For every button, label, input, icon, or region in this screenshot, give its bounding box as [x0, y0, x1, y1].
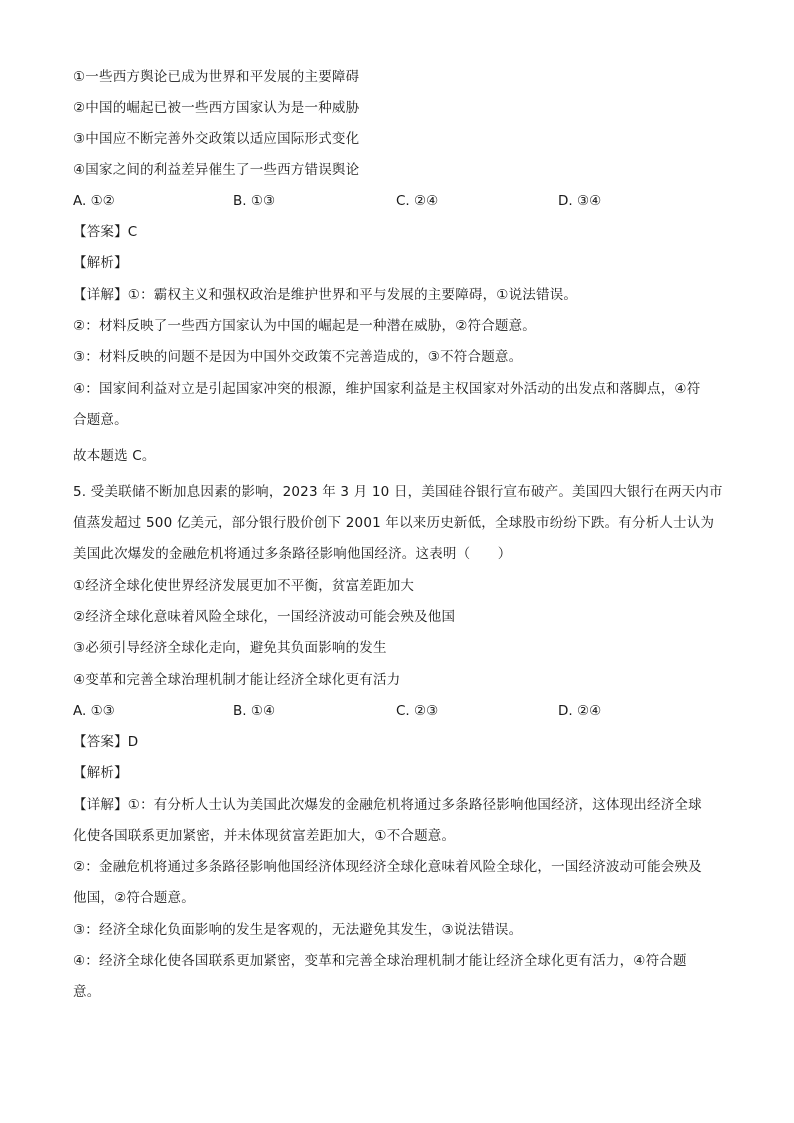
q4-detail-4a: ④：国家间利益对立是引起国家冲突的根源，维护国家利益是主权国家对外活动的出发点和落脚点，④符 [73, 381, 701, 397]
q4-statement-1: ①一些西方舆论已成为世界和平发展的主要障碍 [73, 69, 360, 85]
q4-detail-3: ③：材料反映的问题不是因为中国外交政策不完善造成的，③不符合题意。 [73, 349, 523, 365]
q5-stem-line-2: 值蒸发超过 500 亿美元，部分银行股价创下 2001 年以来历史新低，全球股市纷纷下跌。有分析人士认为 [73, 515, 715, 531]
q5-answer: 【答案】D [73, 734, 139, 750]
q5-detail-3: ③：经济全球化负面影响的发生是客观的，无法避免其发生，③说法错误。 [73, 922, 523, 938]
q5-analysis-heading: 【解析】 [73, 765, 128, 781]
q4-option-a: A. ①② [73, 193, 115, 209]
q4-answer: 【答案】C [73, 224, 138, 240]
q5-option-a: A. ①③ [73, 703, 115, 719]
q4-option-c: C. ②④ [396, 193, 439, 209]
q4-statement-2: ②中国的崛起已被一些西方国家认为是一种威胁 [73, 100, 360, 116]
q5-stem-line-3: 美国此次爆发的金融危机将通过多条路径影响他国经济。这表明（ ） [73, 546, 512, 562]
q5-detail-2b: 他国，②符合题意。 [73, 890, 195, 906]
q5-statement-2: ②经济全球化意味着风险全球化，一国经济波动可能会殃及他国 [73, 609, 456, 625]
q5-detail-4a: ④：经济全球化使各国联系更加紧密，变革和完善全球治理机制才能让经济全球化更有活力，④符合题 [73, 953, 687, 969]
q5-option-b: B. ①④ [233, 703, 276, 719]
q5-option-c: C. ②③ [396, 703, 439, 719]
q5-stem-line-1: 5. 受美联储不断加息因素的影响，2023 年 3 月 10 日，美国硅谷银行宣布破产。美国四大银行在两天内市 [73, 484, 723, 500]
q5-statement-3: ③必须引导经济全球化走向，避免其负面影响的发生 [73, 640, 387, 656]
q4-detail-1: 【详解】①：霸权主义和强权政治是维护世界和平与发展的主要障碍，①说法错误。 [73, 287, 578, 303]
q5-detail-1a: 【详解】①：有分析人士认为美国此次爆发的金融危机将通过多条路径影响他国经济，这体现出经济全球 [73, 797, 702, 813]
q4-conclusion: 故本题选 C。 [73, 448, 156, 464]
q5-detail-2a: ②：金融危机将通过多条路径影响他国经济体现经济全球化意味着风险全球化，一国经济波动可能会殃及 [73, 859, 702, 875]
q4-statement-3: ③中国应不断完善外交政策以适应国际形式变化 [73, 131, 360, 147]
q4-option-b: B. ①③ [233, 193, 276, 209]
q4-detail-4b: 合题意。 [73, 412, 128, 428]
q4-option-d: D. ③④ [558, 193, 602, 209]
q5-detail-1b: 化使各国联系更加紧密，并未体现贫富差距加大，①不合题意。 [73, 828, 456, 844]
q4-detail-2: ②：材料反映了一些西方国家认为中国的崛起是一种潜在威胁，②符合题意。 [73, 318, 537, 334]
q5-statement-4: ④变革和完善全球治理机制才能让经济全球化更有活力 [73, 672, 401, 688]
q4-analysis-heading: 【解析】 [73, 255, 128, 271]
q5-statement-1: ①经济全球化使世界经济发展更加不平衡，贫富差距加大 [73, 578, 415, 594]
q5-option-d: D. ②④ [558, 703, 602, 719]
q5-detail-4b: 意。 [73, 984, 101, 1000]
q4-statement-4: ④国家之间的利益差异催生了一些西方错误舆论 [73, 162, 360, 178]
